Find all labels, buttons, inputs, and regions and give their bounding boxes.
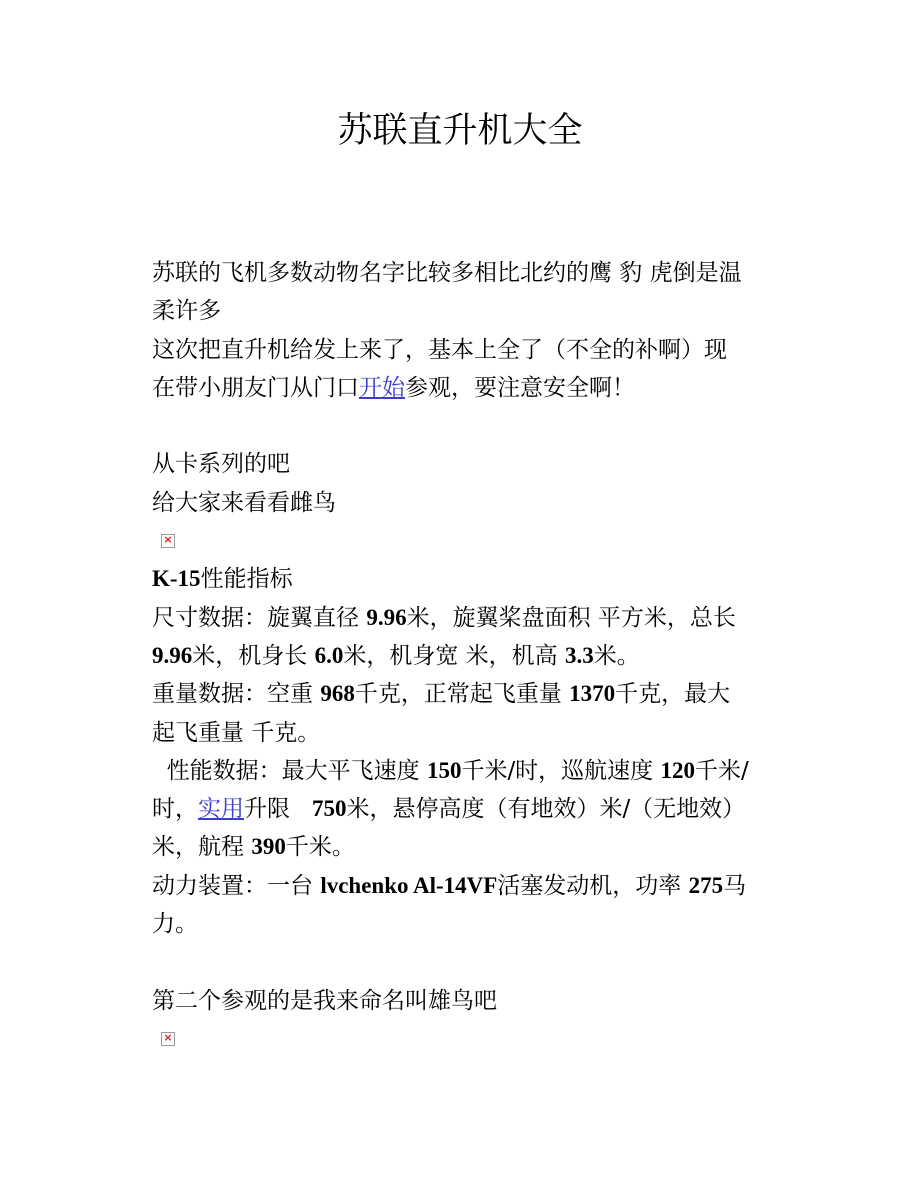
weight-text: 千克，正常起飞重量 — [354, 681, 570, 708]
power-text: 活塞发动机，功率 — [497, 872, 689, 899]
dimensions-line-1 — [152, 599, 772, 637]
section1-line-1: 从卡系列的吧 — [152, 451, 290, 478]
performance-line-2 — [152, 790, 772, 828]
cruise-speed: 120 — [660, 757, 695, 783]
perf-text: 千米/时，巡航速度 — [461, 757, 661, 784]
dim-text: 尺寸数据：旋翼直径 — [152, 604, 367, 631]
perf-text: 米，航程 — [152, 834, 252, 861]
practical-link[interactable]: 实用 — [198, 796, 244, 823]
dim-text: 米，机身长 — [192, 642, 315, 669]
perf-text: 千米/ — [695, 757, 749, 784]
dimensions-line-2 — [152, 637, 772, 675]
image-error-mark: × — [163, 1030, 173, 1044]
intro-line-4 — [152, 369, 772, 407]
height: 3.3 — [564, 642, 594, 668]
image-placeholder-row — [152, 1020, 772, 1058]
fuselage-length: 6.0 — [314, 642, 344, 668]
perf-text: 米，悬停高度（有地效）米/（无地效） — [346, 796, 746, 823]
intro-text: 在带小朋友门从门口 — [152, 374, 359, 401]
page-title: 苏联直升机大全 — [337, 111, 583, 151]
max-speed: 150 — [426, 757, 462, 783]
ceiling: 750 — [311, 796, 347, 822]
perf-text: 升限 — [244, 796, 312, 823]
broken-image-icon — [161, 534, 175, 548]
section1-line-2: 给大家来看看雌鸟 — [152, 489, 336, 516]
weight-text: 重量数据：空重 — [152, 681, 321, 708]
dim-text: 米，机身宽 米，机高 — [343, 642, 565, 669]
power-text: 动力装置：一台 — [152, 872, 321, 899]
blank-line — [152, 943, 772, 981]
performance-line-1 — [152, 752, 772, 790]
start-link[interactable]: 开始 — [359, 374, 405, 401]
image-placeholder-row — [152, 522, 772, 560]
spec-title: 性能指标 — [200, 566, 293, 593]
performance-line-3 — [152, 828, 772, 866]
section2-line-1: 第二个参观的是我来命名叫雄鸟吧 — [152, 987, 497, 1014]
image-error-mark: × — [163, 533, 173, 547]
weight-line-2: 起飞重量 千克。 — [152, 719, 321, 746]
powerplant-line-1 — [152, 867, 772, 905]
perf-text: 千米。 — [285, 834, 355, 861]
intro-line-1: 苏联的飞机多数动物名字比较多相比北约的鹰 豹 虎倒是温 — [152, 260, 742, 286]
powerplant-line-2: 力。 — [152, 911, 198, 938]
range: 390 — [251, 834, 286, 860]
spec-heading — [152, 560, 772, 598]
perf-text: 时， — [152, 796, 198, 823]
intro-line-2: 柔许多 — [152, 298, 221, 325]
dim-text: 米。 — [593, 642, 640, 669]
power-text: 马 — [723, 872, 747, 899]
empty-weight: 968 — [320, 681, 355, 707]
total-length: 9.96 — [152, 642, 193, 668]
blank-line — [152, 407, 772, 445]
intro-line-3: 这次把直升机给发上来了，基本上全了（不全的补啊）现 — [152, 336, 727, 363]
perf-text: 性能数据：最大平飞速度 — [152, 757, 427, 784]
dim-text: 米，旋翼桨盘面积 平方米，总长 — [406, 604, 736, 631]
weight-text: 千克，最大 — [615, 681, 731, 708]
engine-name: lvchenko Al-14VF — [320, 872, 498, 898]
document-body — [152, 254, 772, 1058]
broken-image-icon — [161, 1032, 175, 1046]
intro-text: 参观，要注意安全啊！ — [405, 374, 635, 401]
engine-power: 275 — [688, 872, 724, 898]
takeoff-weight: 1370 — [569, 681, 616, 707]
weight-line-1 — [152, 675, 772, 713]
rotor-diameter: 9.96 — [366, 604, 407, 630]
model-name: K-15 — [152, 566, 201, 592]
